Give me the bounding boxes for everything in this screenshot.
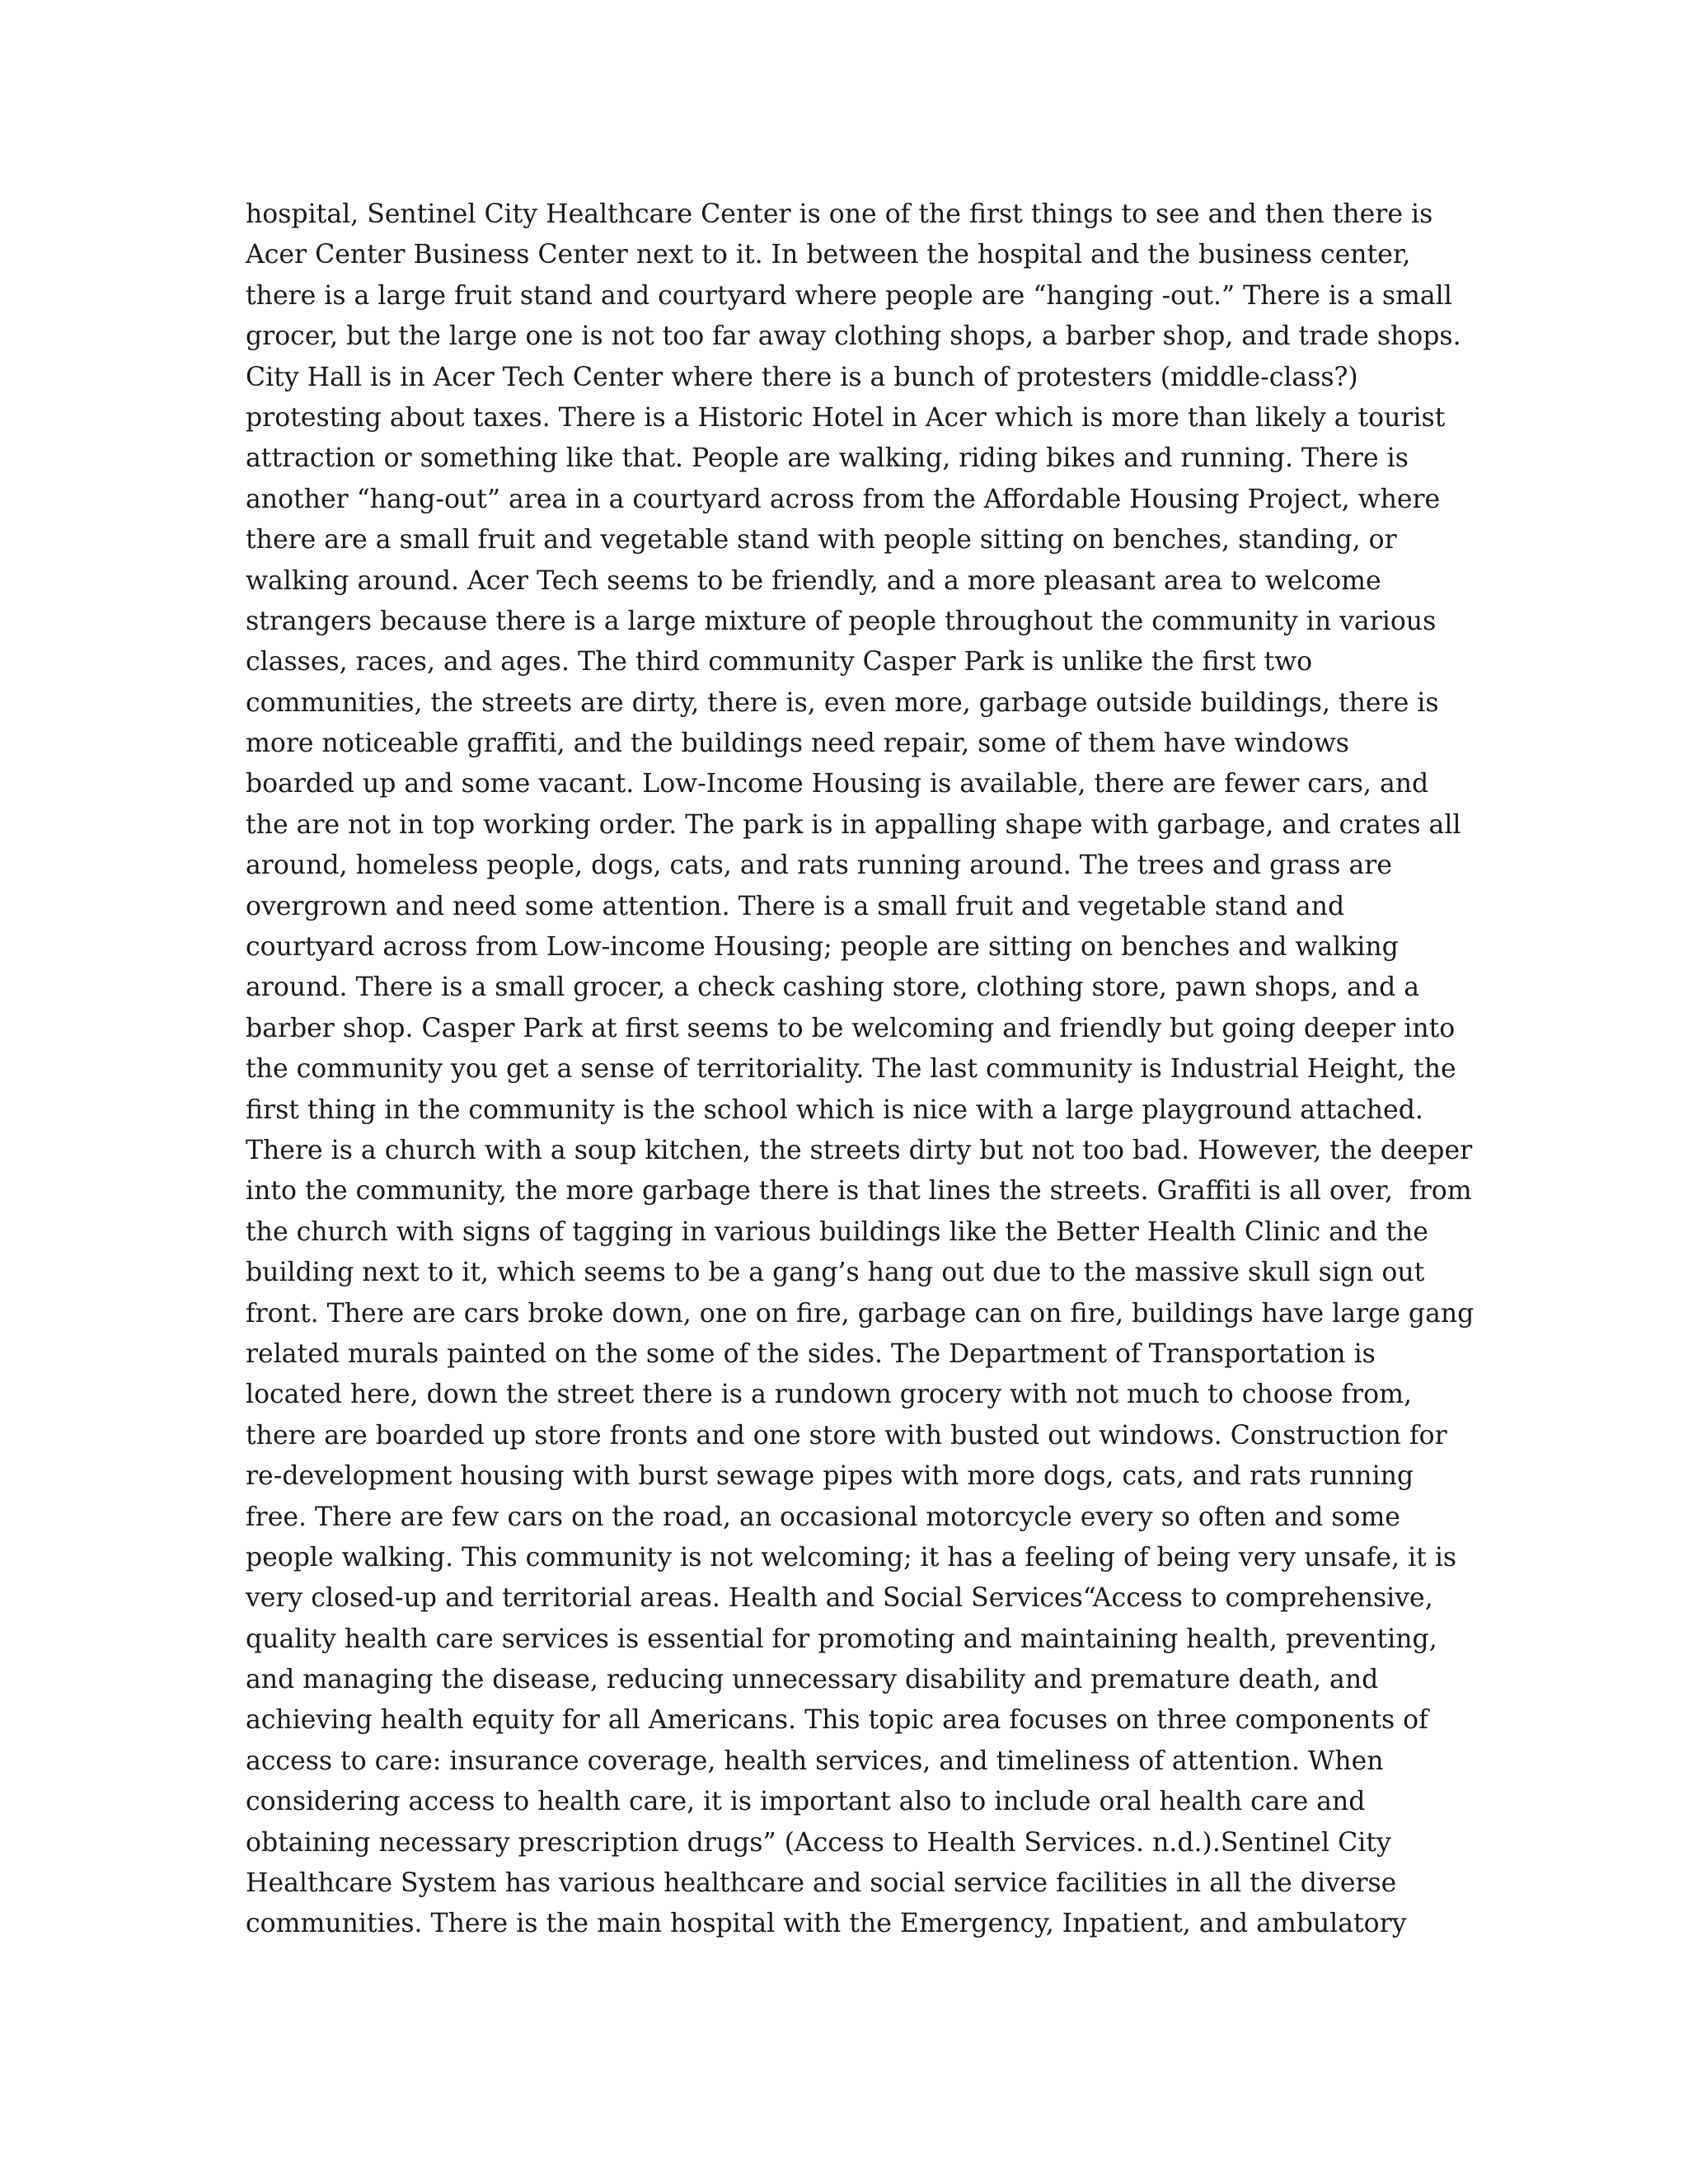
text-line: protesting about taxes. There is a Historic Hotel in Acer which is more than likely a tourist: [246, 402, 1446, 433]
text-line: barber shop. Casper Park at first seems to be welcoming and friendly but going deeper into: [246, 1013, 1456, 1043]
text-line: hospital, Sentinel City Healthcare Center is one of the first things to see and then there is: [246, 199, 1433, 229]
text-line: grocer, but the large one is not too far away clothing shops, a barber shop, and trade shops.: [246, 321, 1461, 352]
text-line: Healthcare System has various healthcare and social service facilities in all the diverse: [246, 1868, 1397, 1899]
text-line: overgrown and need some attention. There is a small fruit and vegetable stand and: [246, 891, 1345, 921]
text-line: people walking. This community is not welcoming; it has a feeling of being very unsafe, it is: [246, 1542, 1457, 1572]
text-line: quality health care services is essential for promoting and maintaining health, preventing,: [246, 1624, 1437, 1654]
text-line: classes, races, and ages. The third community Casper Park is unlike the first two: [246, 647, 1313, 677]
text-line: access to care: insurance coverage, health services, and timeliness of attention. When: [246, 1746, 1384, 1776]
text-line: communities, the streets are dirty, there is, even more, garbage outside buildings, there is: [246, 687, 1439, 718]
text-line: courtyard across from Low-income Housing; people are sitting on benches and walking: [246, 932, 1399, 963]
text-line: there are boarded up store fronts and one store with busted out windows. Construction for: [246, 1420, 1447, 1451]
text-line: first thing in the community is the school which is nice with a large playground attached.: [246, 1094, 1423, 1125]
text-line: the community you get a sense of territoriality. The last community is Industrial Height, the: [246, 1054, 1456, 1085]
text-line: considering access to health care, it is important also to include oral health care and: [246, 1787, 1366, 1817]
text-line: the are not in top working order. The park is in appalling shape with garbage, and crates all: [246, 809, 1461, 840]
text-line: communities. There is the main hospital with the Emergency, Inpatient, and ambulatory: [246, 1909, 1407, 1939]
text-line: achieving health equity for all Americans. This topic area focuses on three components of: [246, 1705, 1428, 1736]
text-line: the church with signs of tagging in various buildings like the Better Health Clinic and the: [246, 1216, 1428, 1247]
text-line: Acer Center Business Center next to it. In between the hospital and the business center,: [246, 240, 1411, 270]
text-line: There is a church with a soup kitchen, the streets dirty but not too bad. However, the deeper: [246, 1135, 1473, 1165]
text-line: related murals painted on the some of the sides. The Department of Transportation is: [246, 1338, 1376, 1369]
text-line: City Hall is in Acer Tech Center where there is a bunch of protesters (middle-class?): [246, 362, 1358, 392]
text-line: located here, down the street there is a rundown grocery with not much to choose from,: [246, 1380, 1413, 1410]
text-line: obtaining necessary prescription drugs” (Access to Health Services. n.d.).Sentinel City: [246, 1827, 1391, 1858]
text-line: very closed-up and territorial areas. Health and Social Services“Access to comprehensive,: [246, 1583, 1433, 1614]
body-text: [246, 194, 1475, 1945]
text-line: around. There is a small grocer, a check cashing store, clothing store, pawn shops, and a: [246, 972, 1420, 1003]
text-line: and managing the disease, reducing unnecessary disability and premature death, and: [246, 1665, 1379, 1695]
text-line: around, homeless people, dogs, cats, and rats running around. The trees and grass are: [246, 851, 1392, 881]
text-line: another “hang-out” area in a courtyard across from the Affordable Housing Project, where: [246, 484, 1441, 514]
text-line: strangers because there is a large mixture of people throughout the community in various: [246, 606, 1437, 636]
text-line: front. There are cars broke down, one on fire, garbage can on fire, buildings have large gang: [246, 1298, 1475, 1329]
text-line: there is a large fruit stand and courtyard where people are “hanging -out.” There is a small: [246, 280, 1452, 311]
text-line: more noticeable graffiti, and the buildings need repair, some of them have windows: [246, 729, 1349, 759]
text-line: walking around. Acer Tech seems to be friendly, and a more pleasant area to welcome: [246, 565, 1381, 596]
text-line: re-development housing with burst sewage pipes with more dogs, cats, and rats running: [246, 1461, 1414, 1492]
text-line: free. There are few cars on the road, an occasional motorcycle every so often and some: [246, 1502, 1400, 1532]
text-line: attraction or something like that. People are walking, riding bikes and running. There is: [246, 443, 1409, 474]
text-line: into the community, the more garbage there is that lines the streets. Graffiti is all over, from: [246, 1176, 1472, 1207]
text-line: there are a small fruit and vegetable stand with people sitting on benches, standing, or: [246, 525, 1397, 555]
text-line: boarded up and some vacant. Low-Income Housing is available, there are fewer cars, and: [246, 769, 1429, 799]
text-line: building next to it, which seems to be a gang’s hang out due to the massive skull sign out: [246, 1258, 1425, 1288]
